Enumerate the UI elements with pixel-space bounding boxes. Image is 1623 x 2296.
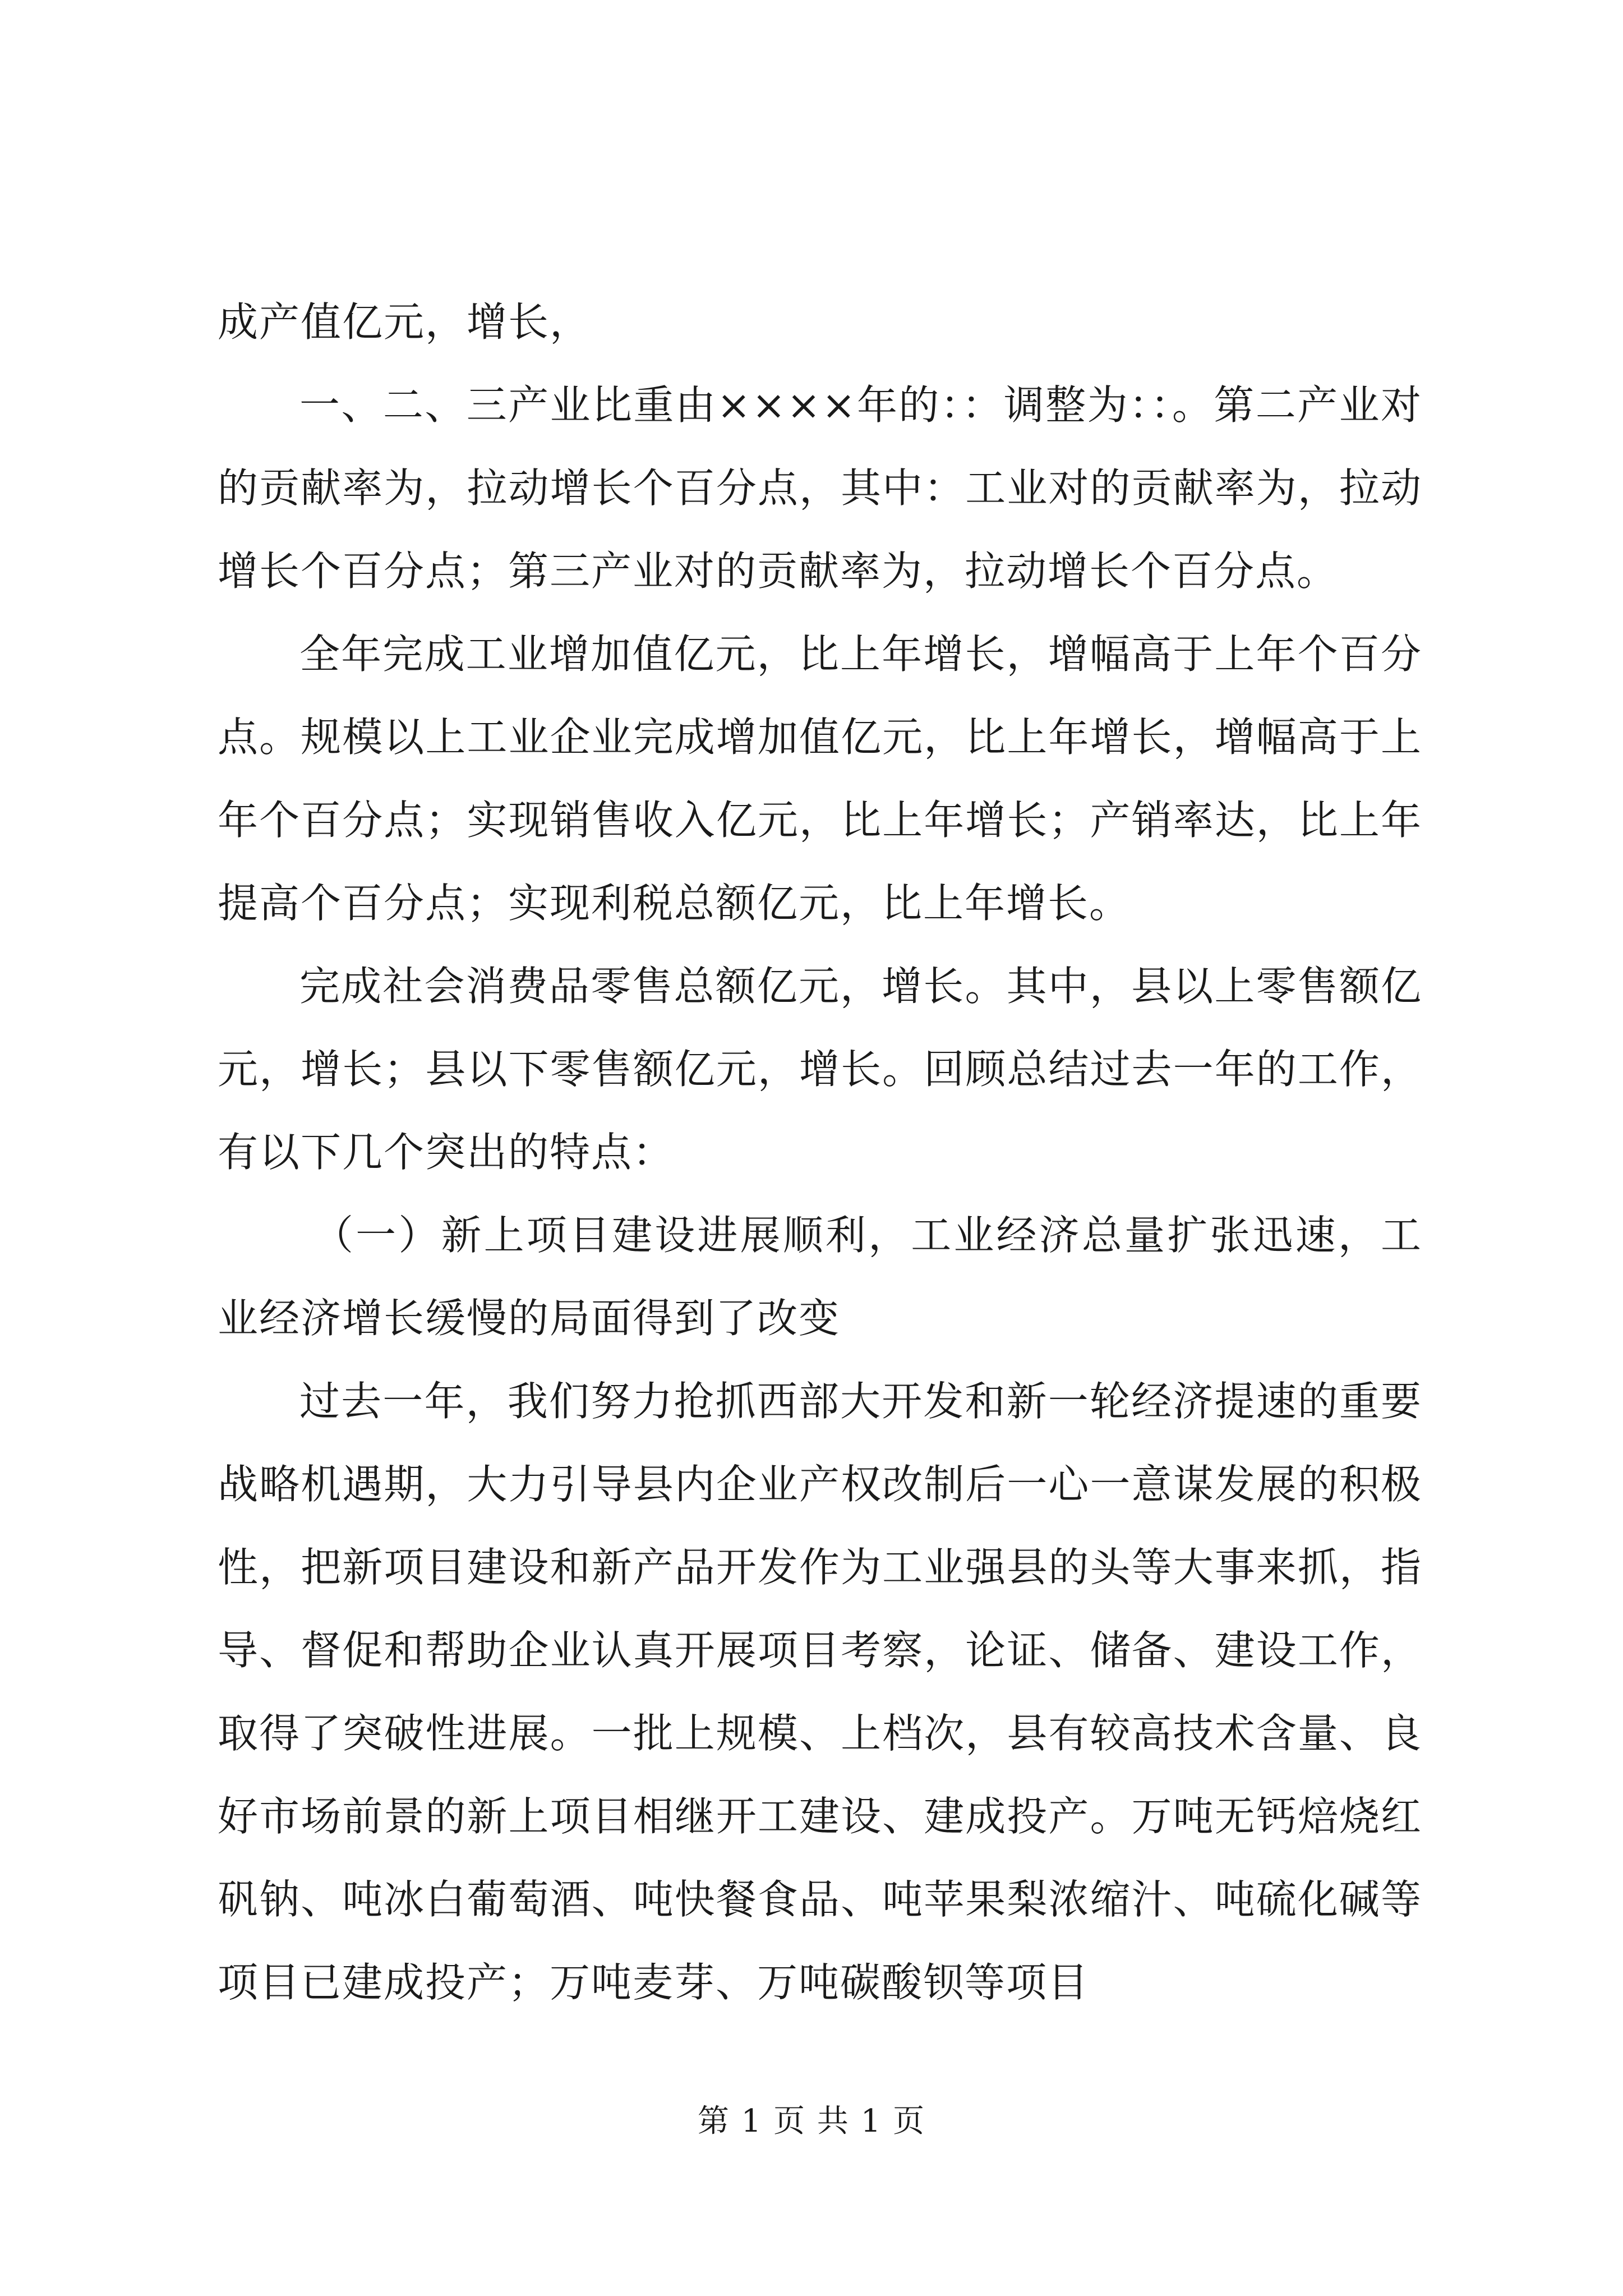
paragraph-industrial-output: 全年完成工业增加值亿元，比上年增长，增幅高于上年个百分点。规模以上工业企业完成增加值亿元，比上年增长，增幅高于上年个百分点；实现销售收入亿元，比上年增长；产销率达，比上年提高个百分点；实现利税总额亿元，比上年增长。: [218, 631, 1422, 927]
document-body: [218, 280, 1422, 2024]
page-footer: 第 1 页 共 1 页: [697, 2103, 926, 2139]
paragraph-projects: 过去一年，我们努力抢抓西部大开发和新一轮经济提速的重要战略机遇期，大力引导县内企业产权改制后一心一意谋发展的积极性，把新项目建设和新产品开发作为工业强县的头等大事来抓，指导、督促和帮助企业认真开展项目考察，论证、储备、建设工作，取得了突破性进展。一批上规模、上档次，县有较高技术含量、良好市场前景的新上项目相继开工建设、建成投产。万吨无钙焙烧红矾钠、吨冰白葡萄酒、吨快餐食品、吨苹果梨浓缩汁、吨硫化碱等项目已建成投产；万吨麦芽、万吨碳酸钡等项目: [218, 1378, 1422, 2006]
paragraph-retail-sales: 完成社会消费品零售总额亿元，增长。其中，县以上零售额亿元，增长；县以下零售额亿元，增长。回顾总结过去一年的工作，有以下几个突出的特点：: [218, 963, 1422, 1176]
paragraph-industry-ratio: 一、二、三产业比重由××××年的：：调整为：：。第二产业对的贡献率为，拉动增长个百分点，其中：工业对的贡献率为，拉动增长个百分点；第三产业对的贡献率为，拉动增长个百分点。: [218, 381, 1422, 595]
paragraph-continuation: 成产值亿元，增长，: [218, 298, 592, 346]
section-heading-1: （一）新上项目建设进展顺利，工业经济总量扩张迅速，工业经济增长缓慢的局面得到了改变: [218, 1212, 1422, 1342]
